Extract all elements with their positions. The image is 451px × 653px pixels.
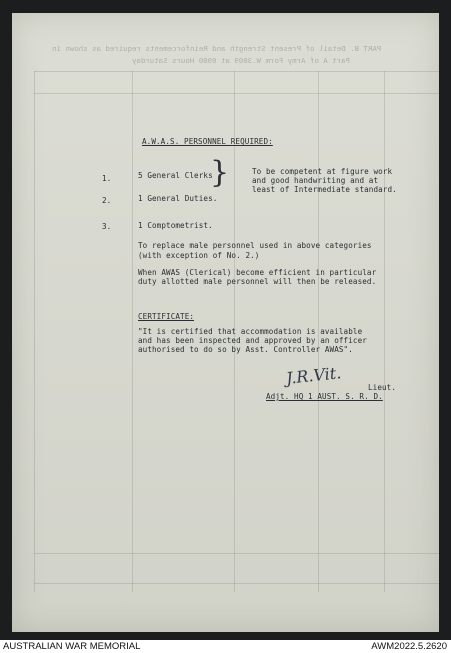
bleed-through-text-1: PART B. Detail of Present Strength and Reinforcements required as shown in	[52, 44, 382, 53]
release-note-line-1: When AWAS (Clerical) become efficient in particular	[138, 268, 377, 277]
document-page	[12, 13, 439, 632]
footer-institution: AUSTRALIAN WAR MEMORIAL	[3, 641, 141, 652]
ruled-line	[34, 553, 439, 554]
item-number-2: 2.	[102, 196, 112, 205]
bleed-through-text-2: Part A of Army Form W.3009 at 0900 Hours Saturday	[132, 56, 351, 65]
footer-accession-number: AWM2022.5.2620	[371, 641, 447, 652]
personnel-heading: A.W.A.S. PERSONNEL REQUIRED:	[142, 137, 273, 146]
release-note-line-2: duty allotted male personnel will then be released.	[138, 277, 377, 286]
signature-title: Adjt. HQ 1 AUST. S. R. D.	[266, 392, 383, 401]
item-text-2: 1 General Duties.	[138, 194, 218, 203]
replace-note-line-2: (with exception of No. 2.)	[138, 251, 260, 260]
ruled-line	[34, 71, 439, 72]
ruled-line	[132, 71, 133, 592]
item-text-1: 5 General Clerks	[138, 171, 213, 180]
certificate-line-3: authorised to do so by Asst. Controller AWAS".	[138, 345, 353, 354]
item-number-3: 3.	[102, 222, 112, 231]
item-number-1: 1.	[102, 174, 112, 183]
certificate-line-1: "It is certified that accommodation is available	[138, 327, 363, 336]
signature-rank: Lieut.	[368, 383, 397, 392]
handwritten-signature: J.R.Vit.	[285, 363, 343, 388]
ruled-line	[384, 71, 385, 592]
ruled-line	[34, 71, 35, 592]
brace-note-line-3: least of Intermediate standard.	[252, 185, 397, 194]
brace-symbol: }	[210, 155, 230, 190]
item-text-3: 1 Comptometrist.	[138, 221, 213, 230]
brace-note-line-2: and good handwriting and at	[252, 176, 379, 185]
certificate-heading: CERTIFICATE:	[138, 312, 195, 321]
certificate-line-2: and has been inspected and approved by an officer	[138, 336, 367, 345]
ruled-line	[34, 583, 439, 584]
ruled-line	[34, 93, 439, 94]
replace-note-line-1: To replace male personnel used in above categories	[138, 241, 372, 250]
brace-note-line-1: To be competent at figure work	[252, 167, 393, 176]
